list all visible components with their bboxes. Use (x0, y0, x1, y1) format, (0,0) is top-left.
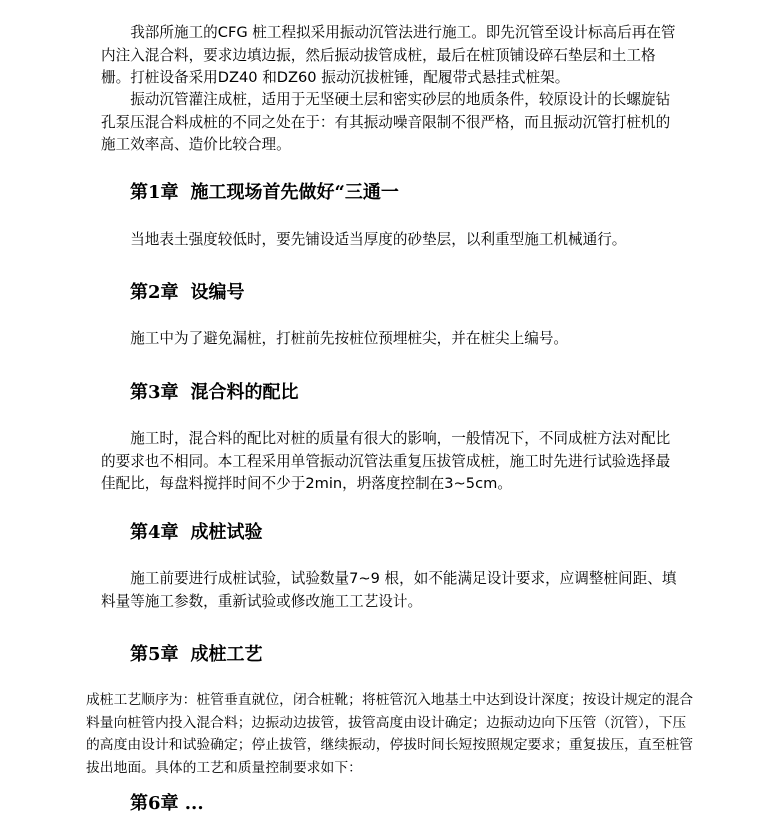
chapter-1-title: 施工现场首先做好“三通一 (190, 182, 399, 203)
chapter-4-heading (130, 518, 263, 544)
chapter-5-heading (130, 640, 263, 666)
chapter-4-label: 第4章 (130, 522, 179, 543)
chapter-1-body: 当地表土强度较低时，要先铺设适当厚度的砂垫层，以利重型施工机械通行。 (130, 231, 627, 248)
chapter-5-title: 成桩工艺 (190, 644, 263, 665)
chapter-3-heading (130, 378, 299, 404)
chapter-2-title: 设编号 (190, 282, 245, 303)
chapter-3-title: 混合料的配比 (190, 382, 299, 403)
chapter-2-heading (130, 278, 245, 304)
chapter-1-label: 第1章 (130, 182, 179, 203)
chapter-5-label: 第5章 (130, 644, 179, 665)
chapter-2-label: 第2章 (130, 282, 179, 303)
chapter-6-heading-cutoff: 第6章 ... (130, 793, 204, 814)
chapter-3-body: 施工时，混合料的配比对桩的质量有很大的影响，一般情况下，不同成桩方法对配比的要求也不相同。本工程采用单管振动沉管法重复压拔管成桩，施工时先进行试验选择最佳配比，每盘料搅拌时间不少于2min，坍落度控制在3~5cm。 (101, 430, 671, 493)
chapter-4-body: 施工前要进行成桩试验，试验数量7~9 根，如不能满足设计要求，应调整桩间距、填料量等施工参数，重新试验或修改施工工艺设计。 (101, 570, 677, 610)
intro-paragraph-2: 振动沉管灌注成桩，适用于无坚硬土层和密实砂层的地质条件，较原设计的长螺旋钻孔泵压混合料成桩的不同之处在于：有其振动噪音限制不很严格，而且振动沉管打桩机的施工效率高、造价比较合理。 (101, 91, 671, 154)
intro-paragraph-1: 我部所施工的CFG 桩工程拟采用振动沉管法进行施工。即先沉管至设计标高后再在管内注入混合料，要求边填边振，然后振动拔管成桩，最后在桩顶铺设碎石垫层和土工格栅。打桩设备采用DZ40 和DZ60 振动沉拔桩锤，配履带式悬挂式桩架。 (101, 24, 676, 87)
chapter-3-label: 第3章 (130, 382, 179, 403)
chapter-4-title: 成桩试验 (190, 522, 263, 543)
chapter-5-body: 成桩工艺顺序为：桩管垂直就位，闭合桩靴；将桩管沉入地基土中达到设计深度；按设计规定的混合料量向桩管内投入混合料；边振动边拔管，拔管高度由设计确定；边振动边向下压管（沉管），下压的高度由设计和试验确定；停止拔管，继续振动，停拔时间长短按照规定要求；重复拔压，直至桩管拔出地面。具体的工艺和质量控制要求如下： (86, 692, 694, 776)
chapter-1-heading (130, 178, 399, 204)
chapter-2-body: 施工中为了避免漏桩，打桩前先按桩位预埋桩尖，并在桩尖上编号。 (130, 330, 569, 347)
